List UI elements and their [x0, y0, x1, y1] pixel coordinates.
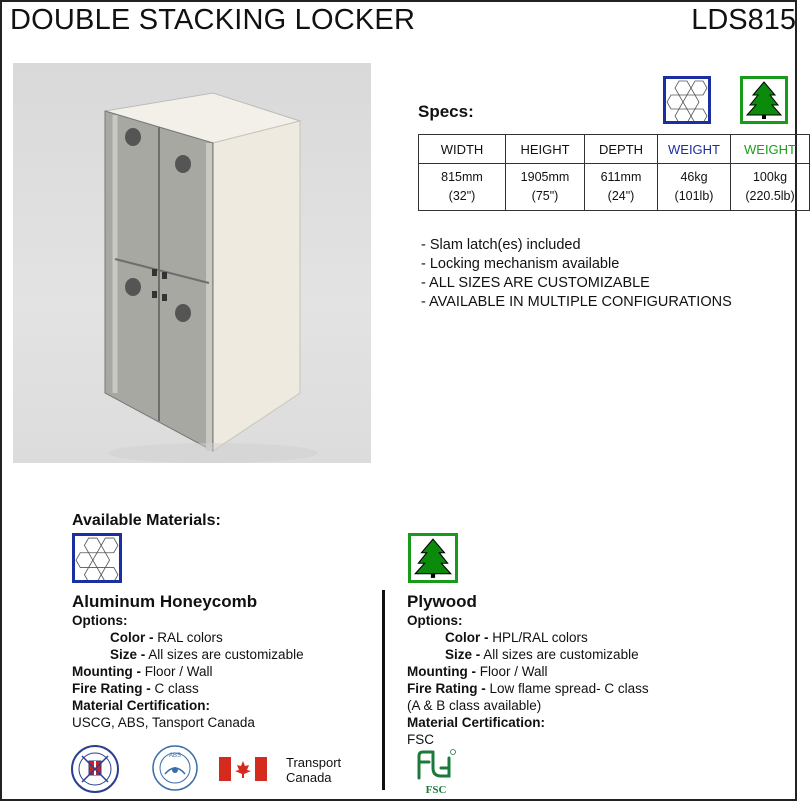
column-divider [382, 590, 385, 790]
color-label: Color - [445, 630, 489, 645]
model-number: LDS815 [691, 4, 796, 36]
list-item: - Slam latch(es) included [421, 237, 581, 253]
fire-rating-value: C class [150, 681, 199, 696]
material-name: Aluminum Honeycomb [72, 592, 258, 611]
product-photo [13, 63, 371, 463]
size-value: All sizes are customizable [480, 647, 639, 662]
abs-seal-icon [151, 744, 199, 797]
mounting-value: Floor / Wall [140, 664, 213, 679]
color-label: Color - [110, 630, 154, 645]
mounting-label: Mounting - [407, 664, 476, 679]
material-name: Plywood [407, 592, 477, 611]
abs-text: ABS [168, 753, 182, 759]
fire-rating-label: Fire Rating - [407, 681, 486, 696]
certification-label: Material Certification: [407, 715, 546, 730]
cell-width: 815mm (32") [419, 164, 506, 211]
col-weight-aluminum: WEIGHT [658, 135, 731, 164]
tree-icon [740, 76, 788, 124]
options-label: Options: [72, 613, 128, 628]
tree-icon [408, 533, 458, 583]
feature-list [421, 236, 732, 312]
size-label: Size - [445, 647, 481, 662]
certification-value: FSC [407, 732, 434, 747]
col-weight-plywood: WEIGHT [731, 135, 810, 164]
plywood-material-section [407, 593, 737, 748]
certification-value: USCG, ABS, Tansport Canada [72, 715, 255, 730]
color-value: RAL colors [153, 630, 223, 645]
color-value: HPL/RAL colors [488, 630, 588, 645]
fire-rating-note: (A & B class available) [407, 698, 542, 713]
canada-flag-icon [219, 757, 267, 786]
specs-table [418, 134, 810, 211]
specs-heading: Specs: [418, 102, 474, 121]
cell-height: 1905mm (75") [506, 164, 585, 211]
col-depth: DEPTH [585, 135, 658, 164]
fsc-logo-icon [413, 748, 459, 801]
mounting-value: Floor / Wall [475, 664, 548, 679]
specs-header-row [419, 135, 810, 164]
fire-rating-label: Fire Rating - [72, 681, 151, 696]
cell-weight-plywood: 100kg (220.5lb) [731, 164, 810, 211]
size-value: All sizes are customizable [145, 647, 304, 662]
cell-weight-aluminum: 46kg (101lb) [658, 164, 731, 211]
certification-label: Material Certification: [72, 698, 211, 713]
aluminum-material-section [72, 593, 372, 731]
size-label: Size - [110, 647, 146, 662]
list-item: - Locking mechanism available [421, 256, 620, 272]
list-item: - AVAILABLE IN MULTIPLE CONFIGURATIONS [421, 294, 732, 310]
honeycomb-icon [663, 76, 711, 124]
honeycomb-icon [72, 533, 122, 583]
fsc-text: FSC [425, 784, 447, 796]
page-title: DOUBLE STACKING LOCKER [10, 4, 416, 36]
fire-rating-value: Low flame spread- C class [485, 681, 649, 696]
cell-depth: 611mm (24") [585, 164, 658, 211]
specs-value-row [419, 164, 810, 211]
list-item: - ALL SIZES ARE CUSTOMIZABLE [421, 275, 650, 291]
locker-illustration [13, 63, 371, 463]
transport-canada-label: Transport Canada [286, 755, 342, 785]
options-label: Options: [407, 613, 463, 628]
mounting-label: Mounting - [72, 664, 141, 679]
col-width: WIDTH [419, 135, 506, 164]
uscg-seal-icon [70, 744, 120, 799]
materials-heading: Available Materials: [72, 512, 221, 529]
col-height: HEIGHT [506, 135, 585, 164]
